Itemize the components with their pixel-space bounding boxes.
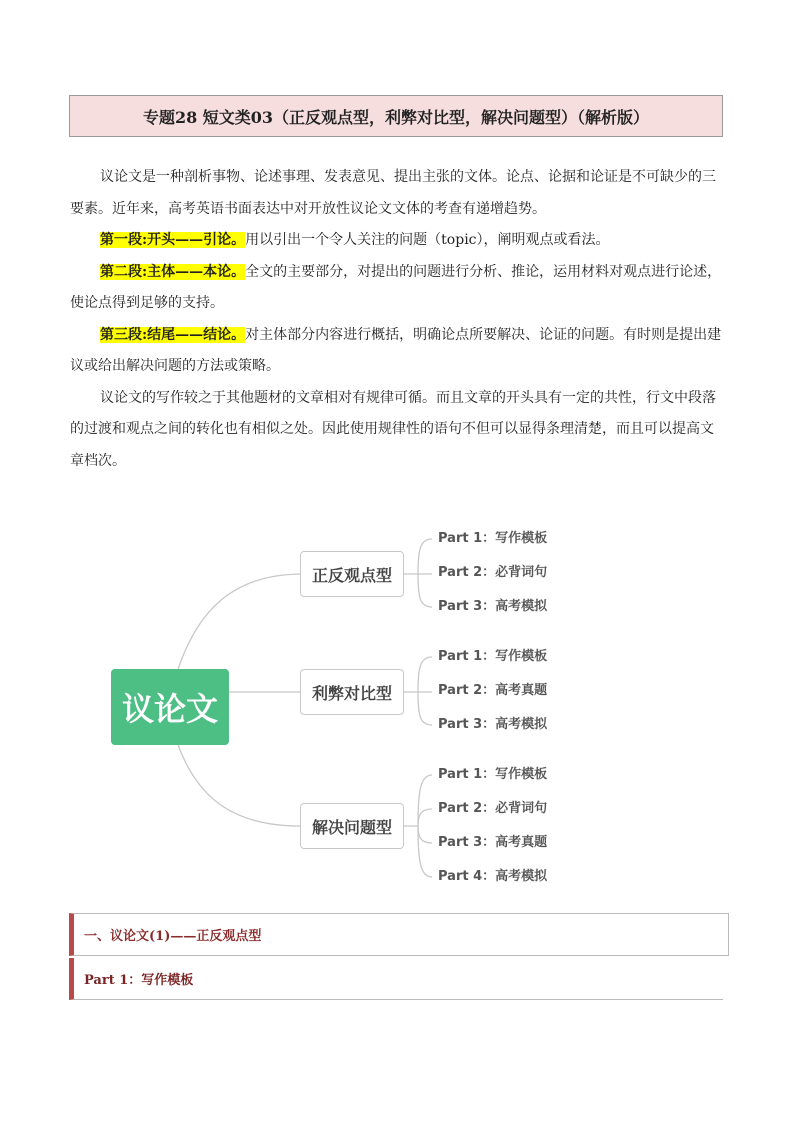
leaf-b3-part-2: Part 2：必背词句 [438,801,548,816]
intro-paragraph-3-text: 全文的主要部分，对提出的问题进行分析、推论，运用材料对观点进行论述，使论点得到足够的支持。 [70,263,722,311]
intro-paragraph-2 [70,225,722,257]
leaf-b1-part-3: Part 3：高考模拟 [438,599,548,614]
connector-b3-leaf-1 [418,775,432,826]
intro-paragraph-4 [70,320,722,383]
intro-paragraph-1: 议论文是一种剖析事物、论述事理、发表意见、提出主张的文体。论点、论据和论证是不可缺少的三要素。近年来，高考英语书面表达中对开放性议论文文体的考查有递增趋势。 [70,169,716,217]
leaf-b3-part-1: Part 1：写作模板 [438,767,548,782]
connector-b2-leaf-1 [418,657,432,692]
leaf-b2-part-2: Part 2：高考真题 [438,683,548,698]
mind-map-root: 议论文 [111,669,229,745]
leaf-b1-part-1: Part 1：写作模板 [438,531,548,546]
branch-advantages-disadvantages: 利弊对比型 [300,669,404,715]
connector-root-branch-1 [178,574,300,669]
section-heading-1 [69,913,729,956]
document-title-text: 专题28 短文类03（正反观点型，利弊对比型，解决问题型）（解析版） [142,107,650,127]
section-heading-2 [69,958,723,1000]
document-title [69,95,723,137]
leaf-b2-part-1: Part 1：写作模板 [438,649,548,664]
branch-problem-solving: 解决问题型 [300,803,404,849]
connector-b1-leaf-1 [418,539,432,574]
connector-b1-leaf-3 [418,574,432,607]
section-heading-1-text: 一、议论文(1)——正反观点型 [84,929,262,944]
leaf-b2-part-3: Part 3：高考模拟 [438,717,548,732]
leaf-b3-part-3: Part 3：高考真题 [438,835,548,850]
connector-b3-leaf-4 [418,826,432,877]
branch-pros-cons: 正反观点型 [300,551,404,597]
mind-map [0,520,794,890]
connector-root-branch-3 [178,745,300,826]
section-heading-2-text: Part 1：写作模板 [84,973,194,988]
connector-b3-leaf-2 [418,809,432,826]
intro-paragraph-3 [70,257,722,320]
leaf-b1-part-2: Part 2：必背词句 [438,565,548,580]
connector-b2-leaf-3 [418,692,432,725]
intro-paragraph-2-text: 用以引出一个令人关注的问题（topic），阐明观点或看法。 [245,232,610,248]
connector-b3-leaf-3 [418,826,432,843]
intro-paragraph-5: 议论文的写作较之于其他题材的文章相对有规律可循。而且文章的开头具有一定的共性，行文中段落的过渡和观点之间的转化也有相似之处。因此使用规律性的语句不但可以显得条理清楚，而且可以提高文章档次。 [70,389,716,469]
highlight-opening: 第一段:开头——引论。 [100,232,246,248]
highlight-conclusion: 第三段:结尾——结论。 [100,326,246,343]
intro-text [70,162,722,477]
highlight-body: 第二段:主体——本论。 [100,263,246,280]
intro-paragraph-4-text: 对主体部分内容进行概括，明确论点所要解决、论证的问题。有时则是提出建议或给出解决问题的方法或策略。 [70,326,722,374]
leaf-b3-part-4: Part 4：高考模拟 [438,869,548,884]
